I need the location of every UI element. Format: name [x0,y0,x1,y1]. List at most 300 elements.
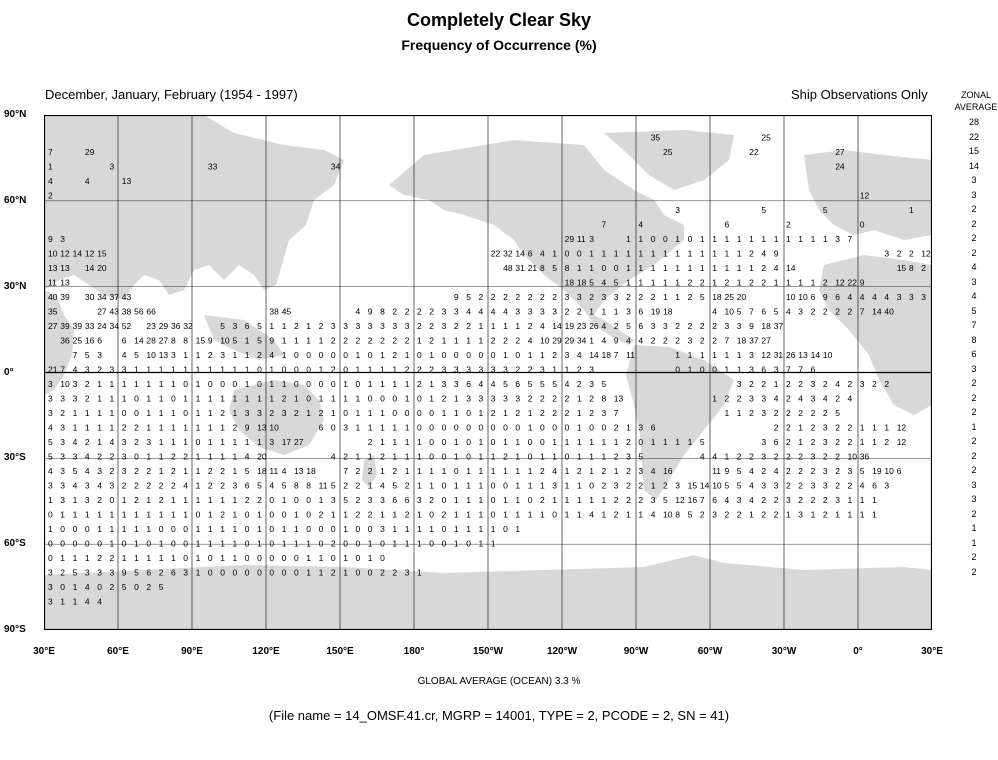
cell-value: 0 [48,538,53,549]
cell-value: 0 [453,350,459,360]
cell-value: 2 [417,321,422,331]
cell-value: 2 [773,408,779,418]
cell-value: 5 [392,480,398,491]
cell-value: 1 [207,524,213,534]
cell-value: 2 [417,306,422,317]
cell-value: 2 [171,466,176,476]
cell-value: 1 [527,466,533,476]
latitude-label: 60°S [4,538,26,550]
cell-value: 2 [48,190,53,201]
cell-value: 1 [786,277,791,288]
cell-value: 3 [724,321,730,331]
cell-value: 2 [60,567,66,578]
cell-value: 25 [761,132,771,143]
cell-value: 1 [244,350,250,360]
cell-value: 3 [626,451,631,462]
cell-value: 0 [552,509,558,520]
cell-value: 2 [158,480,164,491]
cell-value: 4 [97,480,102,491]
cell-value: 1 [540,509,545,520]
cell-value: 13 [294,466,304,476]
cell-value: 1 [699,263,705,273]
cell-value: 2 [724,277,730,288]
cell-value: 2 [576,306,582,317]
cell-value: 4 [822,393,828,404]
cell-value: 2 [822,451,828,462]
cell-value: 2 [515,292,521,302]
cell-value: 0 [613,263,619,273]
cell-value: 2 [540,408,545,418]
cell-value: 1 [576,480,582,491]
cell-value: 5 [134,350,139,360]
cell-value: 0 [269,567,275,578]
cell-value: 45 [281,306,292,317]
cell-value: 35 [48,306,58,317]
cell-value: 4 [601,335,607,346]
cell-value: 15 [687,480,698,491]
cell-value: 0 [171,393,176,404]
cell-value: 5 [699,292,705,302]
cell-value: 3 [171,350,176,360]
cell-value: 1 [724,263,730,273]
cell-value: 0 [490,495,496,505]
cell-value: 7 [798,364,804,375]
cell-value: 0 [343,364,348,375]
cell-value: 0 [121,538,127,549]
cell-value: 1 [773,277,779,288]
cell-value: 9 [244,422,250,433]
cell-value: 3 [84,364,90,375]
cell-value: 3 [638,466,644,476]
cell-value: 19 [650,306,661,317]
cell-value: 1 [109,379,115,389]
cell-value: 2 [626,466,631,476]
cell-value: 1 [134,538,139,549]
cell-value: 2 [478,292,484,302]
cell-value: 4 [48,422,53,433]
cell-value: 2 [453,321,459,331]
cell-value: 4 [97,596,102,607]
cell-value: 1 [232,553,238,563]
cell-value: 1 [318,567,324,578]
zonal-average-value: 2 [971,508,977,519]
cell-value: 3 [650,321,656,331]
cell-value: 4 [786,306,791,317]
cell-value: 7 [613,408,619,418]
cell-value: 3 [884,248,890,259]
cell-value: 0 [478,422,484,433]
cell-value: 5 [72,466,78,476]
cell-value: 13 [257,422,267,433]
zonal-average-value: 2 [971,552,977,562]
cell-value: 1 [367,480,373,491]
cell-value: 3 [478,364,484,375]
cell-value: 4 [712,451,717,462]
cell-value: 20 [257,451,267,462]
cell-value: 10 [847,451,857,462]
cell-value: 2 [786,393,791,404]
cell-value: 0 [134,451,139,462]
cell-value: 1 [478,408,484,418]
cell-value: 1 [736,364,742,375]
cell-value: 2 [527,393,533,404]
cell-value: 5 [736,480,742,491]
cell-value: 1 [232,495,238,505]
cell-value: 3 [749,350,754,360]
cell-value: 9 [822,292,828,302]
cell-value: 3 [97,567,102,578]
cell-value: 1 [195,495,201,505]
cell-value: 1 [404,451,410,462]
zonal-average-value: 2 [971,233,977,243]
cell-value: 0 [195,509,201,520]
longitude-label: 0° [853,646,863,657]
cell-value: 1 [404,538,410,549]
cell-value: 23 [576,321,587,331]
cell-value: 9 [773,248,779,259]
cell-value: 1 [613,248,619,259]
cell-value: 2 [786,466,791,476]
cell-value: 0 [318,524,324,534]
cell-value: 2 [675,321,681,331]
cell-value: 2 [810,466,816,476]
cell-value: 1 [281,321,287,331]
cell-value: 0 [367,350,373,360]
cell-value: 2 [281,393,287,404]
cell-value: 2 [761,466,767,476]
cell-value: 10 [146,350,156,360]
cell-value: 2 [134,480,139,491]
cell-value: 0 [330,379,336,389]
cell-value: 0 [490,509,496,520]
cell-value: 2 [921,263,927,273]
cell-value: 1 [589,335,594,346]
cell-value: 1 [195,422,201,433]
cell-value: 1 [515,509,521,520]
cell-value: 2 [121,422,127,433]
cell-value: 4 [121,350,127,360]
cell-value: 4 [650,466,656,476]
cell-value: 4 [84,451,90,462]
cell-value: 0 [490,350,496,360]
cell-value: 2 [392,567,398,578]
cell-value: 1 [478,437,484,447]
cell-value: 0 [109,495,115,505]
cell-value: 2 [392,335,398,346]
cell-value: 5 [257,480,262,491]
cell-value: 1 [294,393,299,404]
cell-value: 4 [490,306,496,317]
cell-value: 2 [736,393,742,404]
cell-value: 6 [146,567,152,578]
cell-value: 0 [183,553,189,563]
cell-value: 1 [171,509,176,520]
cell-value: 2 [269,408,275,418]
cell-value: 1 [736,277,742,288]
cell-value: 0 [244,509,250,520]
cell-value: 5 [257,321,262,331]
cell-value: 1 [306,538,312,549]
cell-value: 2 [626,480,631,491]
cell-value: 3 [97,350,102,360]
cell-value: 0 [97,538,102,549]
cell-value: 1 [638,234,644,244]
zonal-header-line-1: ZONAL [960,90,991,100]
cell-value: 3 [417,495,422,505]
cell-value: 2 [466,321,471,331]
cell-value: 2 [367,509,373,520]
cell-value: 2 [294,321,299,331]
cell-value: 3 [48,582,53,592]
cell-value: 1 [663,263,668,273]
cell-value: 0 [257,567,262,578]
cell-value: 0 [72,538,78,549]
cell-value: 27 [761,335,771,346]
cell-value: 4 [884,292,890,302]
cell-value: 3 [60,451,66,462]
cell-value: 2 [576,466,582,476]
cell-value: 2 [589,393,594,404]
cell-value: 13 [798,350,808,360]
cell-value: 1 [97,393,102,404]
cell-value: 3 [48,567,53,578]
cell-value: 2 [761,379,767,389]
cell-value: 0 [453,422,459,433]
cell-value: 0 [257,379,262,389]
cell-value: 9 [453,292,459,302]
cell-value: 0 [355,567,361,578]
cell-value: 1 [724,234,730,244]
cell-value: 1 [724,350,730,360]
cell-value: 2 [343,335,348,346]
cell-value: 1 [48,495,53,505]
cell-value: 0 [171,524,176,534]
longitude-label: 60°E [107,646,129,657]
cell-value: 4 [589,509,594,520]
cell-value: 6 [872,480,877,491]
cell-value: 1 [576,437,582,447]
cell-value: 2 [626,437,631,447]
cell-value: 4 [503,306,508,317]
cell-value: 1 [380,437,385,447]
cell-value: 3 [84,480,90,491]
cell-value: 0 [330,422,336,433]
cell-value: 22 [749,147,759,157]
cell-value: 1 [466,480,471,491]
cell-value: 1 [564,364,570,375]
cell-value: 1 [171,379,176,389]
zonal-average-value: 6 [971,349,977,359]
cell-value: 3 [257,408,262,418]
cell-value: 1 [183,364,189,375]
cell-value: 0 [257,553,262,563]
cell-value: 4 [72,437,78,447]
cell-value: 2 [835,393,840,404]
cell-value: 1 [84,408,90,418]
cell-value: 2 [786,379,791,389]
cell-value: 4 [72,480,78,491]
cell-value: 18 [736,335,747,346]
cell-value: 0 [244,524,250,534]
cell-value: 6 [404,495,410,505]
cell-value: 1 [195,538,201,549]
cell-value: 29 [158,321,169,331]
cell-value: 9 [48,234,53,244]
cell-value: 1 [859,495,865,505]
cell-value: 3 [847,466,853,476]
cell-value: 1 [195,451,201,462]
cell-value: 39 [60,292,70,302]
cell-value: 1 [220,553,225,563]
cell-value: 1 [613,437,619,447]
cell-value: 2 [909,248,914,259]
cell-value: 10 [60,379,70,389]
cell-value: 1 [453,437,459,447]
cell-value: 16 [687,495,698,505]
cell-value: 27 [294,437,304,447]
cell-value: 1 [663,248,668,259]
cell-value: 6 [638,321,644,331]
cell-value: 31 [515,263,525,273]
cell-value: 1 [601,437,607,447]
cell-value: 2 [146,480,152,491]
cell-value: 3 [84,495,90,505]
zonal-average-value: 1 [971,537,977,548]
cell-value: 2 [687,292,693,302]
cell-value: 1 [540,451,545,462]
cell-value: 9 [207,335,213,346]
cell-value: 1 [466,509,471,520]
cell-value: 3 [798,509,804,520]
cell-value: 1 [380,350,385,360]
cell-value: 0 [330,350,336,360]
cell-value: 1 [355,451,361,462]
cell-value: 0 [478,350,484,360]
cell-value: 2 [798,451,804,462]
cell-value: 0 [466,350,471,360]
cell-value: 5 [121,582,127,592]
longitude-label: 150°W [472,646,504,657]
cell-value: 3 [798,306,804,317]
zonal-header-line-2: AVERAGE [954,102,998,112]
cell-value: 0 [232,379,238,389]
cell-value: 1 [121,524,127,534]
cell-value: 2 [552,408,558,418]
cell-value: 4 [84,596,90,607]
cell-value: 0 [183,379,189,389]
cell-value: 29 [84,147,95,157]
cell-value: 2 [810,306,816,317]
zonal-average-value: 2 [971,247,977,258]
cell-value: 1 [220,495,225,505]
cell-value: 4 [48,466,53,476]
cell-value: 9 [269,335,275,346]
cell-value: 2 [540,292,545,302]
cell-value: 2 [613,321,619,331]
cell-value: 1 [146,422,152,433]
cell-value: 2 [663,335,668,346]
cell-value: 29 [564,234,575,244]
cell-value: 1 [232,466,238,476]
cell-value: 3 [72,379,78,389]
cell-value: 1 [453,538,459,549]
cell-value: 1 [207,422,213,433]
cell-value: 3 [503,364,508,375]
cell-value: 2 [589,292,594,302]
cell-value: 2 [749,248,754,259]
cell-value: 2 [810,495,816,505]
cell-value: 52 [121,321,132,331]
cell-value: 14 [810,350,821,360]
cell-value: 1 [158,437,164,447]
cell-value: 1 [84,553,90,563]
cell-value: 3 [109,480,115,491]
cell-value: 1 [810,509,816,520]
cell-value: 1 [441,408,447,418]
cell-value: 2 [884,379,890,389]
latitude-label: 0° [4,366,14,378]
cell-value: 2 [134,422,139,433]
cell-value: 6 [773,437,779,447]
cell-value: 2 [158,567,164,578]
cell-value: 1 [527,408,533,418]
cell-value: 2 [773,509,779,520]
cell-value: 4 [527,335,533,346]
cell-value: 3 [490,364,496,375]
cell-value: 22 [490,248,501,259]
cell-value: 4 [773,263,779,273]
cell-value: 5 [724,480,730,491]
global-average: GLOBAL AVERAGE (OCEAN) 3.3 % [417,676,581,687]
cell-value: 2 [576,364,582,375]
cell-value: 3 [220,350,225,360]
cell-value: 1 [859,509,865,520]
cell-value: 3 [441,321,447,331]
cell-value: 1 [675,263,681,273]
cell-value: 1 [503,466,508,476]
cell-value: 1 [306,335,312,346]
cell-value: 2 [220,466,225,476]
cell-value: 0 [207,567,213,578]
cell-value: 1 [343,379,348,389]
longitude-label: 30°E [921,646,943,657]
cell-value: 0 [429,538,435,549]
cell-value: 1 [859,422,865,433]
cell-value: 6 [121,335,127,346]
cell-value: 0 [503,480,508,491]
zonal-average-value: 7 [971,320,977,330]
cell-value: 3 [392,321,398,331]
cell-value: 3 [761,451,767,462]
cell-value: 13 [613,393,624,404]
cell-value: 5 [589,277,594,288]
cell-value: 20 [97,263,107,273]
longitude-label: 30°W [771,646,797,657]
cell-value: 1 [810,234,816,244]
cell-value: 1 [207,393,213,404]
cell-value: 1 [72,495,78,505]
cell-value: 1 [232,524,238,534]
cell-value: 4 [650,509,656,520]
cell-value: 2 [749,379,754,389]
cell-value: 3 [48,596,53,607]
cell-value: 1 [97,524,102,534]
cell-value: 1 [281,379,287,389]
cell-value: 4 [281,466,287,476]
cell-value: 3 [380,495,385,505]
cell-value: 14 [552,321,562,331]
cell-value: 2 [355,480,361,491]
